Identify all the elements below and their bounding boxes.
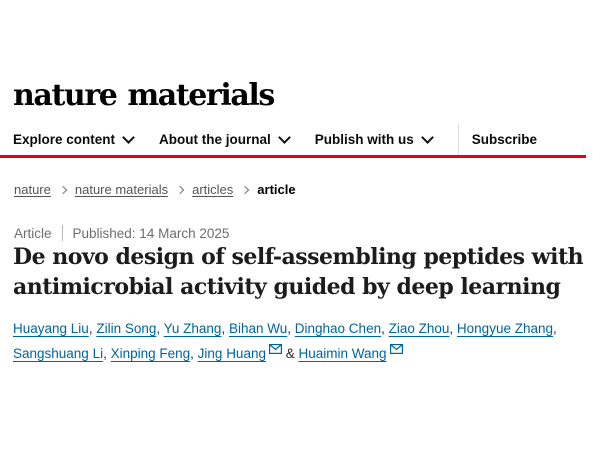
page-title (13, 243, 588, 302)
article-type-label: Article (14, 225, 52, 241)
author-link[interactable]: Hongyue Zhang (456, 321, 553, 336)
nav-divider (458, 124, 459, 155)
author-link[interactable]: Dinghao Chen (294, 321, 382, 336)
author-link[interactable]: Huayang Liu (13, 321, 89, 336)
journal-logo[interactable]: nature materials (13, 78, 274, 113)
author-link[interactable]: Xinping Feng (110, 346, 191, 361)
chevron-right-icon (176, 185, 184, 193)
nav-item-about-the-journal[interactable] (159, 132, 289, 147)
email-icon[interactable] (269, 341, 282, 366)
author-link[interactable]: Jing Huang (197, 346, 266, 361)
nav-item-label: Subscribe (471, 132, 538, 147)
nav-item-label: Publish with us (314, 132, 414, 147)
nav-item-subscribe[interactable] (472, 132, 537, 147)
breadcrumb (14, 182, 296, 197)
ampersand-separator: & (281, 346, 299, 361)
nav-item-publish-with-us[interactable] (315, 132, 432, 147)
page-title-line: De novo design of self-assembling peptides with (13, 244, 584, 270)
article-meta (14, 225, 229, 241)
author-link[interactable]: Yu Zhang (163, 321, 222, 336)
breadcrumb-link-nature-materials[interactable]: nature materials (74, 182, 169, 197)
chevron-down-icon (421, 131, 434, 144)
chevron-right-icon (59, 185, 67, 193)
author-link[interactable]: Sangshuang Li (13, 346, 104, 361)
author-link[interactable]: Bihan Wu (228, 321, 288, 336)
nav-bar (13, 124, 537, 155)
page-title-line: antimicrobial activity guided by deep learning (13, 273, 561, 300)
chevron-down-icon (122, 131, 135, 144)
author-link[interactable]: Ziao Zhou (388, 321, 450, 336)
email-icon[interactable] (390, 341, 403, 366)
meta-divider (62, 225, 63, 241)
chevron-down-icon (278, 131, 291, 144)
published-date-label: Published: 14 March 2025 (72, 225, 230, 241)
author-link[interactable]: Zilin Song (96, 321, 157, 336)
breadcrumb-link-nature[interactable]: nature (14, 182, 51, 197)
brand-red-rule (0, 155, 586, 158)
author-link[interactable]: Huaimin Wang (298, 346, 387, 361)
nav-item-label: About the journal (159, 132, 271, 147)
author-list: Huayang Liu, Zilin Song, Yu Zhang, Bihan Wu, Dinghao Chen, Ziao Zhou, Hongyue Zhang, Sangshuang Li, Xinping Feng, Jing Huang & Huaimin Wang (13, 316, 598, 366)
breadcrumb-current-article: article (257, 182, 296, 197)
nav-item-explore-content[interactable] (13, 132, 133, 147)
chevron-right-icon (241, 185, 249, 193)
nav-item-label: Explore content (13, 132, 116, 147)
breadcrumb-link-articles[interactable]: articles (192, 182, 234, 197)
